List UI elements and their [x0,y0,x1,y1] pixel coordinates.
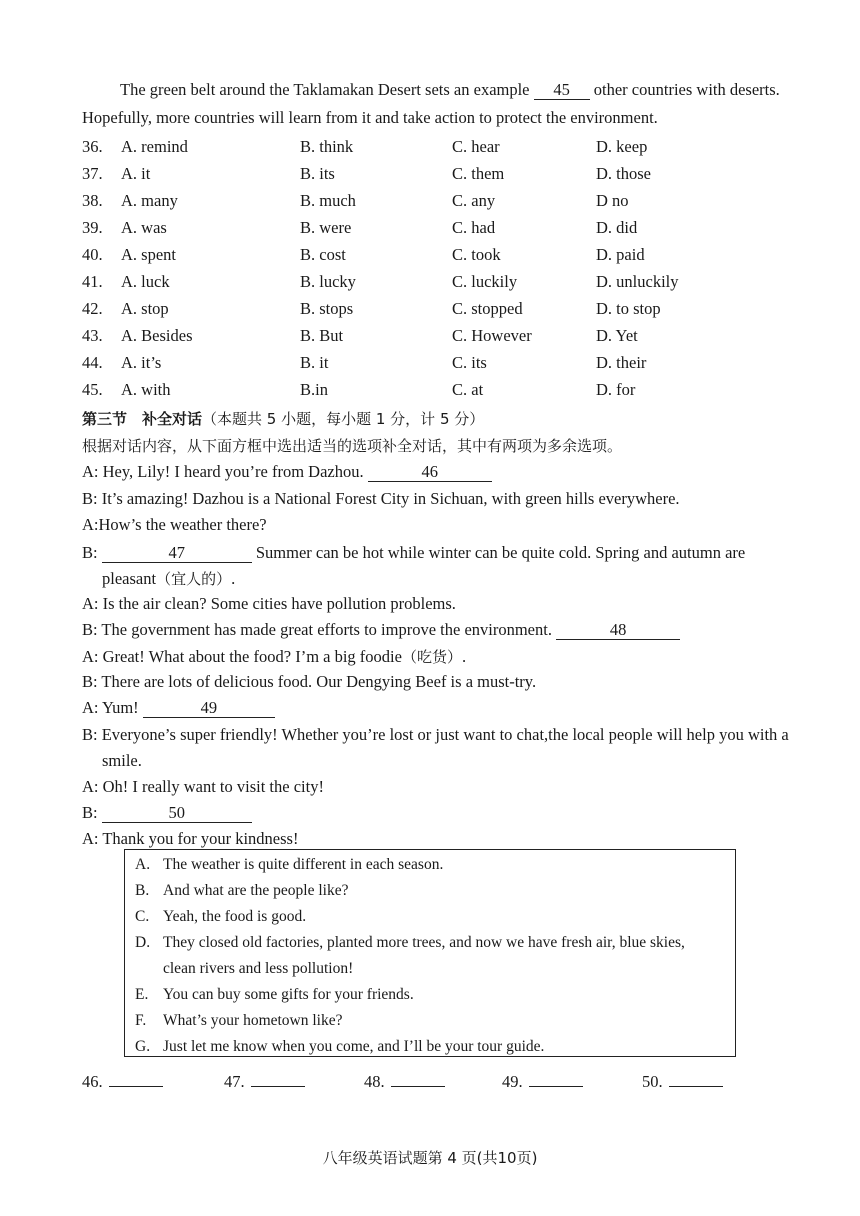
question-number: 42. [82,299,103,318]
option-b: B. think [300,137,354,156]
dialogue-line-10: B: Everyone’s super friendly! Whether you’re lost or just want to chat,the local people will help you with a smile. [82,725,789,770]
question-number: 45. [82,380,103,399]
option-d: D. did [596,218,638,237]
option-row-42 [82,299,782,326]
answer-label: 48. [364,1072,385,1091]
box-option-g [135,1034,725,1060]
option-b: B. lucky [300,272,356,291]
option-letter: F. [135,1012,147,1029]
answer-47[interactable] [224,1072,305,1092]
dialogue-line-8: B: There are lots of delicious food. Our Dengying Beef is a must-try. [82,672,537,691]
passage-text-2: other countries with deserts. Hopefully, more countries will learn from it and take action to protect the environment. [82,80,780,127]
blank-50: 50 [102,804,252,823]
dialogue-line-9 [82,698,782,718]
answer-label: 46. [82,1072,103,1091]
option-c: C. them [452,164,505,183]
option-text: They closed old factories, planted more trees, and now we have fresh air, blue skies, clean rivers and less pollution! [163,934,685,977]
option-row-38 [82,191,782,218]
dialogue-speaker: B: [82,803,102,822]
option-row-39 [82,218,782,245]
option-letter: D. [135,934,151,951]
option-c: C. its [452,353,487,372]
section-title: 第三节 补全对话 [82,410,203,428]
dialogue-punct: . [231,569,236,588]
box-option-c [135,904,725,930]
dialogue-line-13: A: Thank you for your kindness! [82,829,299,848]
option-b: B. much [300,191,356,210]
option-c: C. took [452,245,501,264]
option-d: D. keep [596,137,648,156]
dialogue-text: A: Great! What about the food? I’m a big foodie [82,647,402,666]
dialogue-text: A: Hey, Lily! I heard you’re from Dazhou. [82,462,368,481]
option-letter: B. [135,882,150,899]
option-d: D. those [596,164,651,183]
blank-49: 49 [143,699,275,718]
answer-label: 50. [642,1072,663,1091]
option-letter: E. [135,986,149,1003]
option-a: A. many [121,191,178,210]
page-footer: 八年级英语试题第 4 页(共10页) [322,1149,538,1167]
option-c: C. had [452,218,496,237]
option-row-44 [82,353,782,380]
answer-50[interactable] [642,1072,723,1092]
blank-45: 45 [534,81,590,100]
option-c: C. However [452,326,532,345]
answer-line [669,1072,723,1087]
section-note: （本题共 5 小题，每小题 1 分，计 5 分） [202,410,485,428]
question-number: 40. [82,245,103,264]
options-box [124,849,736,1057]
option-a: A. Besides [121,326,193,345]
option-b: B. its [300,164,335,183]
option-c: C. any [452,191,496,210]
option-a: A. was [121,218,167,237]
answer-line [109,1072,163,1087]
dialogue-text: B: The government has made great efforts to improve the environment. [82,620,557,639]
option-a: A. it [121,164,151,183]
dialogue-line-4 [82,540,792,592]
option-row-40 [82,245,782,272]
box-option-b [135,878,725,904]
option-c: C. stopped [452,299,523,318]
section-header [82,408,782,429]
option-text: Yeah, the food is good. [163,908,307,925]
answer-49[interactable] [502,1072,583,1092]
option-d: D. for [596,380,636,399]
question-number: 43. [82,326,103,345]
option-row-37 [82,164,782,191]
dialogue-line-5: A: Is the air clean? Some cities have pollution problems. [82,594,456,613]
answer-46[interactable] [82,1072,163,1092]
chinese-gloss: （宜人的） [156,570,232,588]
option-d: D. paid [596,245,645,264]
chinese-gloss: （吃货） [401,648,462,666]
dialogue-line-3: A:How’s the weather there? [82,515,267,534]
question-number: 38. [82,191,103,210]
option-a: A. with [121,380,171,399]
dialogue-line-6 [82,620,782,640]
option-letter: C. [135,908,150,925]
option-d: D. to stop [596,299,661,318]
answer-line [391,1072,445,1087]
option-row-43 [82,326,782,353]
question-number: 44. [82,353,103,372]
option-b: B. it [300,353,329,372]
option-a: A. it’s [121,353,162,372]
answer-line [251,1072,305,1087]
question-number: 41. [82,272,103,291]
option-letter: G. [135,1038,151,1055]
option-d: D. unluckily [596,272,679,291]
question-number: 39. [82,218,103,237]
option-c: C. at [452,380,484,399]
dialogue-line-1 [82,462,782,482]
option-b: B. cost [300,245,346,264]
box-option-f [135,1008,725,1034]
dialogue-line-11: A: Oh! I really want to visit the city! [82,777,324,796]
answer-label: 49. [502,1072,523,1091]
question-number: 36. [82,137,103,156]
option-b: B. But [300,326,344,345]
option-text: And what are the people like? [163,882,349,899]
option-letter: A. [135,856,151,873]
question-number: 37. [82,164,103,183]
blank-46: 46 [368,463,492,482]
answer-line [529,1072,583,1087]
dialogue-line-7 [82,646,782,667]
option-row-41 [82,272,782,299]
option-text: The weather is quite different in each season. [163,856,444,873]
box-option-e [135,982,725,1008]
option-a: A. remind [121,137,188,156]
option-d: D no [596,191,629,210]
option-a: A. spent [121,245,176,264]
option-b: B. were [300,218,352,237]
passage-text-1: The green belt around the Taklamakan Desert sets an example [120,80,534,99]
box-option-d [135,930,725,982]
dialogue-punct: . [461,647,467,666]
option-text: What’s your hometown like? [163,1012,343,1029]
option-row-36 [82,137,782,164]
option-d: D. their [596,353,647,372]
dialogue-text: Summer can be hot while winter can be quite cold. Spring and autumn are pleasant [102,543,746,588]
dialogue-line-2: B: It’s amazing! Dazhou is a National Forest City in Sichuan, with green hills everywhere. [82,489,680,508]
dialogue-speaker: B: [82,543,102,562]
passage-ending [82,76,782,132]
option-a: A. stop [121,299,169,318]
option-c: C. luckily [452,272,518,291]
answer-row [82,1072,742,1102]
answer-48[interactable] [364,1072,445,1092]
option-b: B. stops [300,299,354,318]
option-text: You can buy some gifts for your friends. [163,986,414,1003]
blank-48: 48 [556,621,680,640]
option-d: D. Yet [596,326,638,345]
box-option-a [135,852,725,878]
blank-47: 47 [102,544,252,563]
answer-label: 47. [224,1072,245,1091]
option-a: A. luck [121,272,170,291]
option-b: B.in [300,380,328,399]
option-c: C. hear [452,137,500,156]
dialogue-text: A: Yum! [82,698,143,717]
option-text: Just let me know when you come, and I’ll be your tour guide. [163,1038,545,1055]
option-row-45 [82,380,782,407]
section-instruction: 根据对话内容，从下面方框中选出适当的选项补全对话，其中有两项为多余选项。 [82,437,623,455]
dialogue-line-12 [82,803,782,823]
